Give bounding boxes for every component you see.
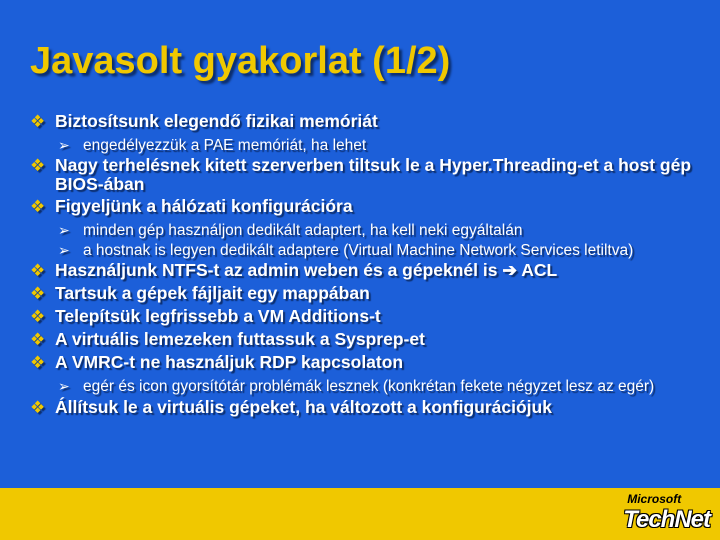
arrowhead-bullet-icon: ➢ [58,222,70,238]
diamond-bullet-icon: ❖ [30,330,46,349]
diamond-bullet-icon: ❖ [30,307,46,326]
diamond-bullet-icon: ❖ [30,261,46,280]
bullet-item: ❖ Használjunk NTFS-t az admin weben és a gépeknél is ➔ ACL [30,260,558,280]
arrowhead-bullet-icon: ➢ [58,242,70,258]
bullet-item: ❖ Biztosítsunk elegendő fizikai memóriát [30,111,378,131]
logo-product: TechNet [623,506,710,533]
sub-bullet-item: ➢ a hostnak is legyen dedikált adaptere (Virtual Machine Network Services letiltva) [58,242,634,259]
diamond-bullet-icon: ❖ [30,156,46,175]
sub-bullet-item: ➢ minden gép használjon dedikált adaptert, ha kell neki egyáltalán [58,222,523,239]
bullet-item: ❖ Figyeljünk a hálózati konfigurációra [30,196,353,216]
diamond-bullet-icon: ❖ [30,112,46,131]
footer-bar [0,488,720,540]
diamond-bullet-icon: ❖ [30,353,46,372]
arrowhead-bullet-icon: ➢ [58,378,70,394]
arrowhead-bullet-icon: ➢ [58,137,70,153]
sub-bullet-item: ➢ egér és icon gyorsítótár problémák lesznek (konkrétan fekete négyzet lesz az egér) [58,378,655,395]
bullet-list [30,112,700,417]
bullet-item: ❖ Telepítsük legfrissebb a VM Additions-t [30,306,381,326]
diamond-bullet-icon: ❖ [30,197,46,216]
diamond-bullet-icon: ❖ [30,398,46,417]
slide-title: Javasolt gyakorlat (1/2) [30,40,451,82]
diamond-bullet-icon: ❖ [30,284,46,303]
bullet-item: ❖ Állítsuk le a virtuális gépeket, ha változott a konfigurációjuk [30,397,552,417]
technet-logo [623,492,710,534]
bullet-item: ❖ Nagy terhelésnek kitett szerverben tiltsuk le a Hyper.Threading-et a host gép BIOS-ában [30,155,692,194]
bullet-item: ❖ A virtuális lemezeken futtassuk a Sysprep-et [30,329,425,349]
right-arrow-icon: ➔ [502,260,518,280]
logo-company: Microsoft [627,492,682,506]
bullet-item: ❖ Tartsuk a gépek fájljait egy mappában [30,283,370,303]
sub-bullet-item: ➢ engedélyezzük a PAE memóriát, ha lehet [58,137,367,154]
bullet-item: ❖ A VMRC-t ne használjuk RDP kapcsolaton [30,352,404,372]
